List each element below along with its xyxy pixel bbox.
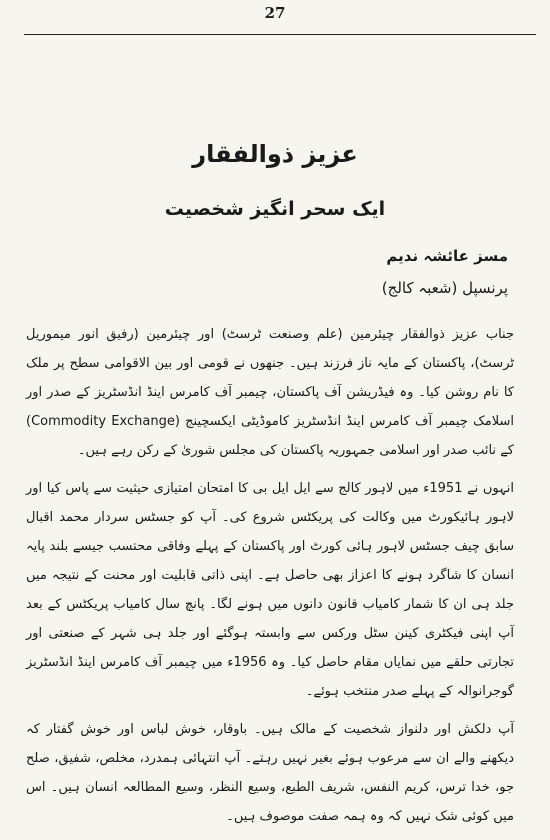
paragraph: جناب عزیز ذوالفقار چیئرمین (علم وصنعت ٹرسٹ) اور چیئرمین (رفیق انور میموریل ٹرسٹ)، پاکستان کے مایہ ناز فرزند ہیں۔ جنھوں نے قومی اور بین الاقوامی سطح پر ملک کا نام روشن کیا۔ وہ فیڈریشن آف پاکستان، چیمبر آف کامرس اینڈ انڈسٹریز کے صدر اور اسلامک چیمبر آف کامرس اینڈ انڈسٹریز کاموڈیٹی ایکسچینج (Commodity Exchange) کے نائب صدر اور اسلامی جمہوریہ پاکستان کی مجلس شوریٰ کے رکن رہے ہیں۔ bbox=[26, 327, 515, 458]
page-title: عزیز ذوالفقار bbox=[192, 140, 358, 168]
page-subtitle: ایک سحر انگیز شخصیت bbox=[164, 198, 386, 220]
header-divider bbox=[24, 34, 536, 35]
paragraph: آپ دلکش اور دلنواز شخصیت کے مالک ہیں۔ باوقار، خوش لباس اور خوش گفتار کہ دیکھنے والے ان سے مرعوب ہوئے بغیر نہیں رہتے۔ آپ انتہائی ہمدرد، مخلص، شفیق، صلح جو، خدا ترس، کریم النفس، شریف الطبع، وسیع النظر، وسیع المطالعہ انسان ہیں۔ اس میں کوئی شک نہیں کہ وہ ہمہ صفت موصوف ہیں۔ bbox=[26, 722, 514, 824]
article-body bbox=[26, 320, 514, 840]
page-number: 27 bbox=[264, 4, 286, 22]
author-name: مسز عائشہ ندیم bbox=[386, 247, 508, 265]
paragraph: انہوں نے 1951ء میں لاہور کالج سے ایل ایل بی کا امتحان امتیازی حیثیت سے پاس کیا اور لاہور ہائیکورٹ میں وکالت کی پریکٹس شروع کی۔ آپ کو جسٹس سردار محمد اقبال سابق چیف جسٹس لاہور ہائی کورٹ اور پاکستان کے پہلے وفاقی محتسب جیسے بلند پایہ انسان کا شاگرد ہونے کا اعزاز بھی حاصل ہے۔ اپنی ذاتی قابلیت اور محنت کے نتیجہ میں جلد ہی ان کا شمار کامیاب قانون دانوں میں ہونے لگا۔ پانچ سال کامیاب پریکٹس کے بعد آپ اپنی فیکٹری کینن سٹل ورکس سے وابستہ ہوگئے اور جلد ہی شہر کے صنعتی اور تجارتی حلقے میں نمایاں مقام حاصل کیا۔ وہ 1956ء میں چیمبر آف کامرس اینڈ انڈسٹریز گوجرانوالہ کے پہلے صدر منتخب ہوئے۔ bbox=[26, 481, 515, 699]
author-block bbox=[0, 240, 520, 304]
author-role: پرنسپل (شعبہ کالج) bbox=[381, 279, 508, 297]
